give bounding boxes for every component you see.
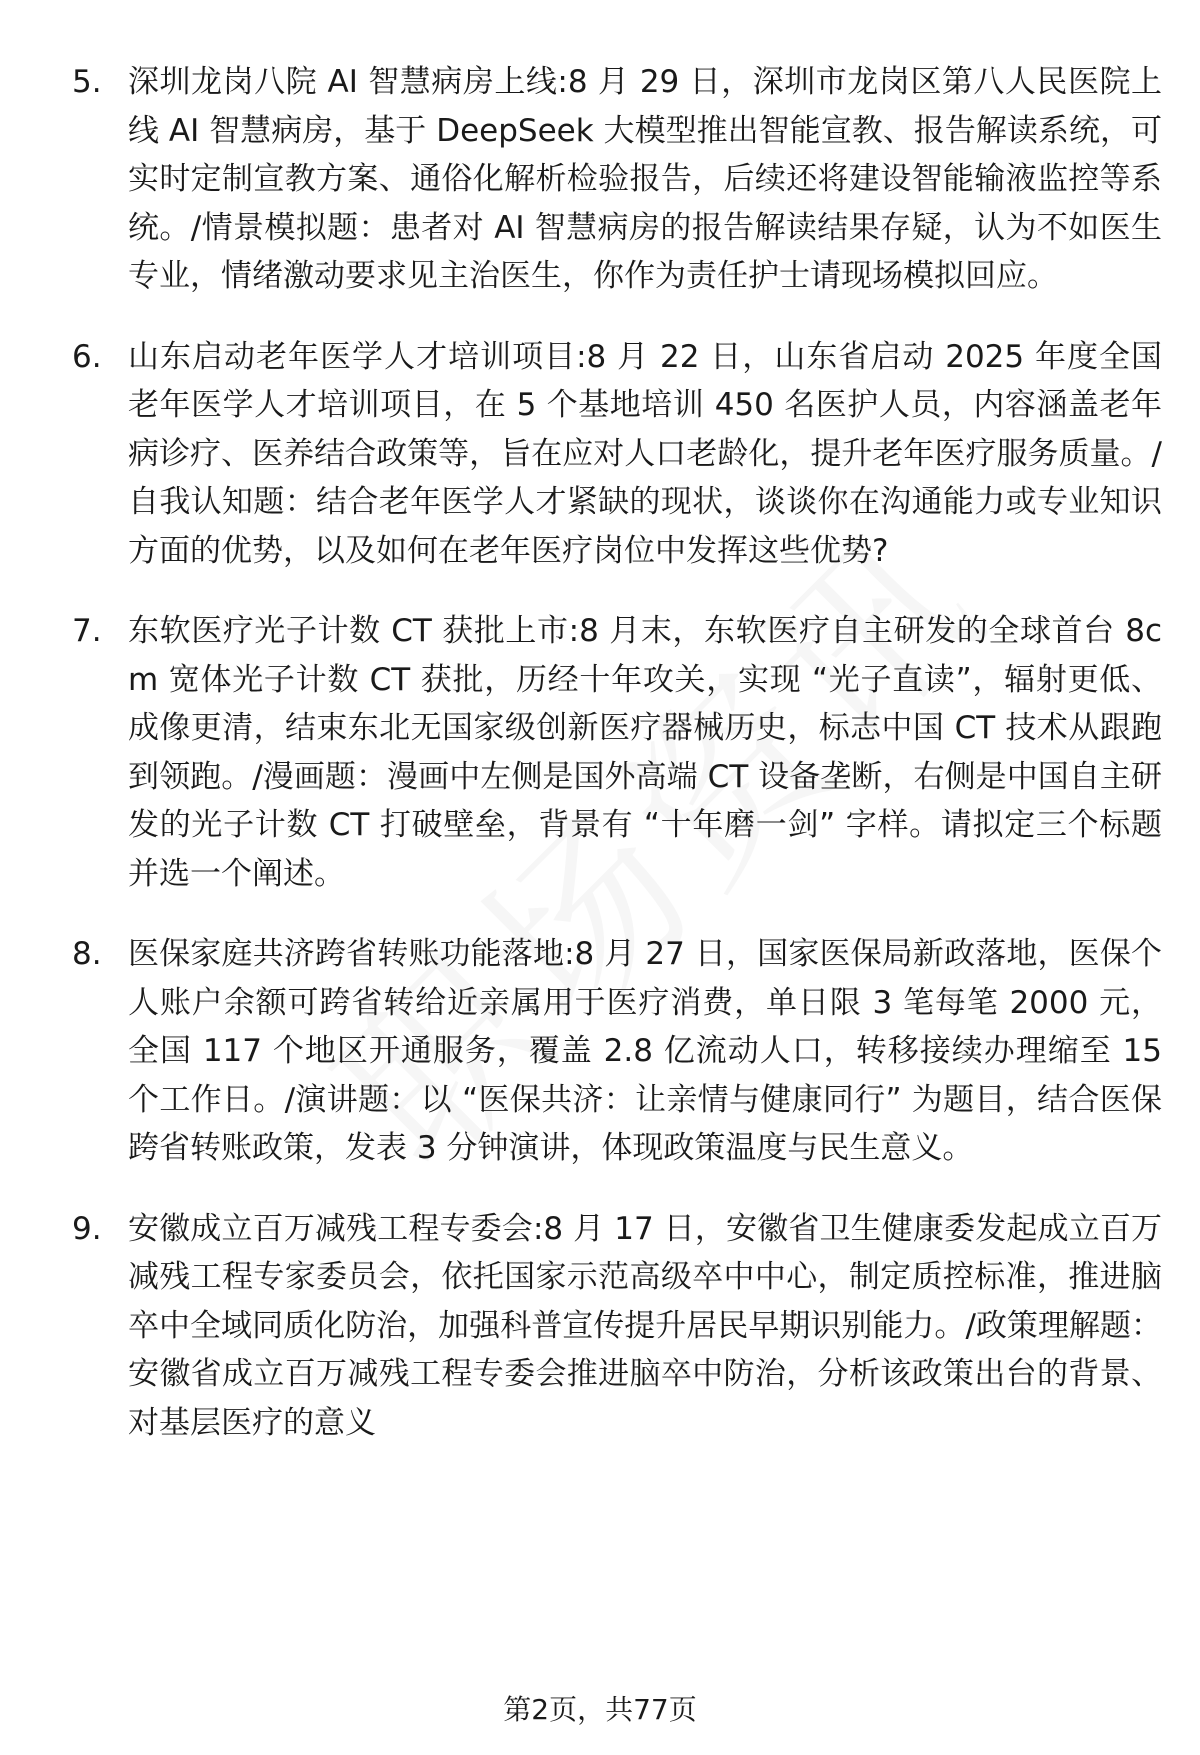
- item-text: 安徽成立百万减残工程专委会:8 月 17 日，安徽省卫生健康委发起成立百万减残工程专家委员会，依托国家示范高级卒中中心，制定质控标准，推进脑卒中全域同质化防治，加强科普宣传提升居民早期识别能力。/政策理解题：安徽省成立百万减残工程专委会推进脑卒中防治，分析该政策出台的背景、对基层医疗的意义: [128, 1210, 1162, 1441]
- item-text: 深圳龙岗八院 AI 智慧病房上线:8 月 29 日，深圳市龙岗区第八人民医院上线 AI 智慧病房，基于 DeepSeek 大模型推出智能宣教、报告解读系统，可实时定制宣教方案、通俗化解析检验报告，后续还将建设智能输液监控等系统。/情景模拟题：患者对 AI 智慧病房的报告解读结果存疑，认为不如医生专业，情绪激动要求见主治医生，你作为责任护士请现场模拟回应。: [128, 64, 1162, 294]
- item-number: 6.: [72, 338, 102, 375]
- item-text: 医保家庭共济跨省转账功能落地:8 月 27 日，国家医保局新政落地，医保个人账户余额可跨省转给近亲属用于医疗消费，单日限 3 笔每笔 2000 元，全国 117 个地区开通服务，覆盖 2.8 亿流动人口，转移接续办理缩至 15 个工作日。/演讲题：以 “医保共济：让亲情与健康同行” 为题目，结合医保跨省转账政策，发表 3 分钟演讲，体现政策温度与民生意义。: [128, 936, 1162, 1166]
- item-number: 8.: [72, 936, 102, 972]
- page-number-footer: 第2页，共77页: [503, 1693, 697, 1726]
- item-number: 7.: [72, 613, 102, 649]
- list-item: [72, 58, 1162, 301]
- item-text: 山东启动老年医学人才培训项目:8 月 22 日，山东省启动 2025 年度全国老年医学人才培训项目，在 5 个基地培训 450 名医护人员，内容涵盖老年病诊疗、医养结合政策等，旨在应对人口老龄化，提升老年医疗服务质量。/自我认知题：结合老年医学人才紧缺的现状，谈谈你在沟通能力或专业知识方面的优势，以及如何在老年医疗岗位中发挥这些优势?: [128, 338, 1162, 569]
- item-number: 5.: [72, 64, 102, 100]
- item-number: 9.: [72, 1210, 102, 1247]
- list-item: [72, 333, 1162, 576]
- document-body: [72, 58, 1162, 1479]
- list-item: [72, 1205, 1162, 1448]
- item-text: 东软医疗光子计数 CT 获批上市:8 月末，东软医疗自主研发的全球首台 8cm 宽体光子计数 CT 获批，历经十年攻关，实现 “光子直读”，辐射更低、成像更清，结束东北无国家级创新医疗器械历史，标志中国 CT 技术从跟跑到领跑。/漫画题：漫画中左侧是国外高端 CT 设备垄断，右侧是中国自主研发的光子计数 CT 打破壁垒，背景有 “十年磨一剑” 字样。请拟定三个标题并选一个阐述。: [128, 613, 1162, 892]
- list-item: [72, 930, 1162, 1173]
- list-item: [72, 607, 1162, 898]
